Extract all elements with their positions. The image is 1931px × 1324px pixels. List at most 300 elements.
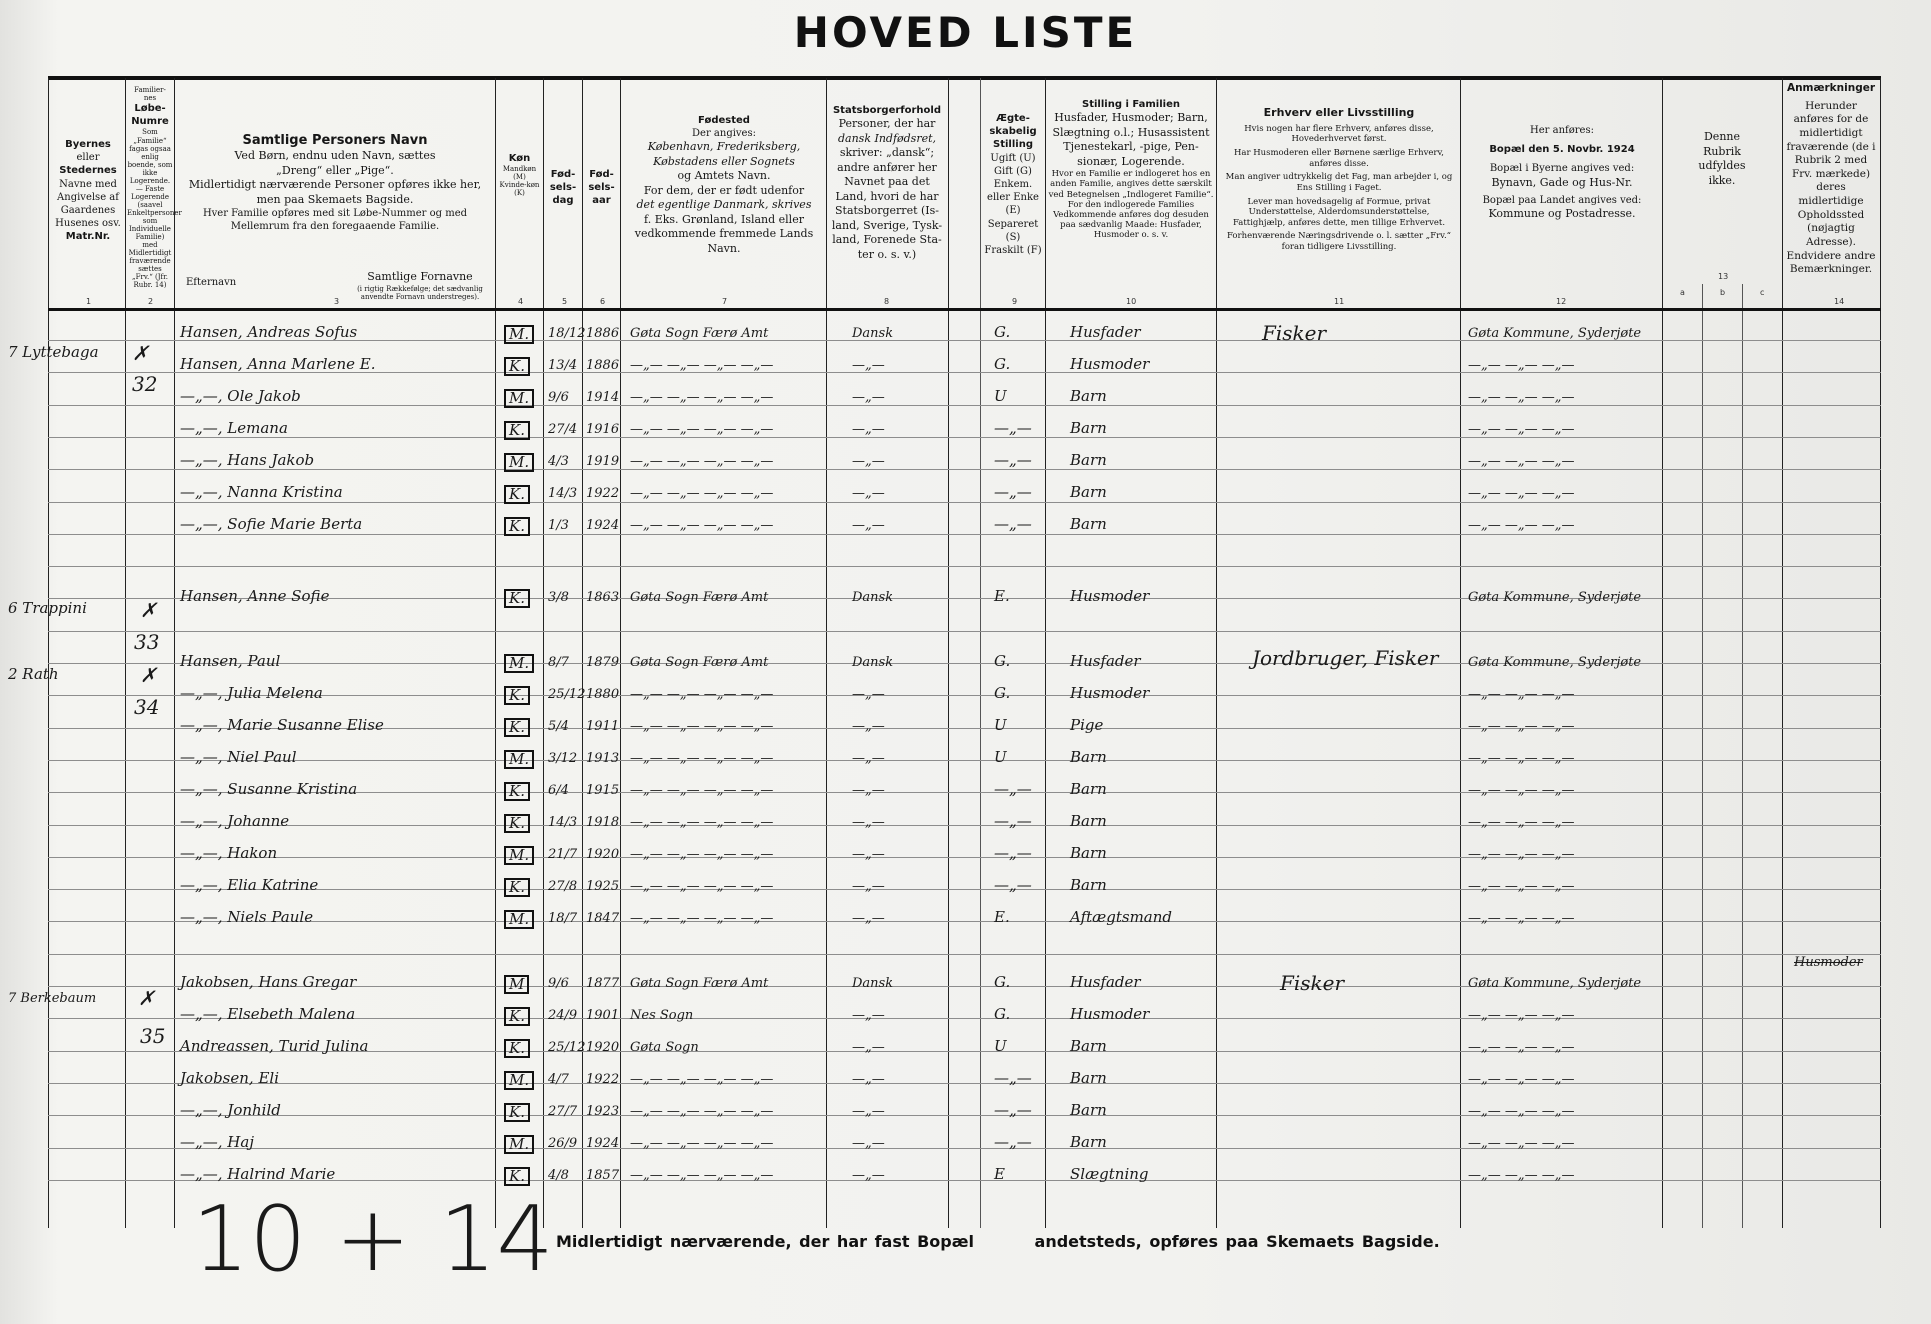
- birth-day: 14/3: [548, 815, 578, 830]
- family-role: Barn: [1070, 812, 1107, 830]
- person-sex: K.: [504, 1103, 530, 1122]
- birthplace: —„— —„— —„— —„—: [630, 518, 774, 533]
- birthplace: —„— —„— —„— —„—: [630, 1104, 774, 1119]
- birth-day: 26/9: [548, 1136, 578, 1151]
- birth-day: 9/6: [548, 390, 569, 405]
- birth-year: 1920: [586, 1040, 620, 1055]
- row-rule: [48, 1148, 1881, 1149]
- citizenship: —„—: [852, 719, 885, 734]
- family-role: Husmoder: [1070, 355, 1150, 373]
- birth-year: 1901: [586, 1008, 620, 1023]
- person-sex: K.: [504, 357, 530, 376]
- birth-year: 1911: [586, 719, 620, 734]
- citizenship: —„—: [852, 1136, 885, 1151]
- birth-year: 1913: [586, 751, 620, 766]
- col-number: 5: [562, 297, 568, 306]
- citizenship: —„—: [852, 1040, 885, 1055]
- family-role: Husfader: [1070, 323, 1141, 341]
- person-sex: K.: [504, 782, 530, 801]
- col-rule: [125, 78, 126, 1228]
- marital-status: —„—: [994, 419, 1032, 437]
- person-sex: M.: [504, 846, 534, 865]
- person-name: —„—, Julia Melena: [180, 684, 323, 702]
- family-role: Barn: [1070, 451, 1107, 469]
- person-name: Jakobsen, Hans Gregar: [180, 973, 357, 991]
- citizenship: —„—: [852, 1008, 885, 1023]
- entry-mark: ✗: [140, 663, 157, 687]
- col-rule: [620, 78, 621, 1228]
- person-sex: K.: [504, 589, 530, 608]
- birthplace: Nes Sogn: [630, 1008, 694, 1023]
- header-col14: Anmærkninger Herunder anføres for de midlertidigt fraværende (de i Rubrik 2 med Frv. mærkede) deres midlertidige Opholdssted (nøjagtig Adresse). Endvidere andre Bemærkninger.: [1786, 82, 1876, 276]
- birth-year: 1920: [586, 847, 620, 862]
- residence: —„— —„— —„—: [1468, 358, 1575, 373]
- marital-status: —„—: [994, 1133, 1032, 1151]
- person-name: —„—, Elsebeth Malena: [180, 1005, 356, 1023]
- col-rule: [1045, 78, 1046, 1228]
- col-number: 12: [1556, 297, 1567, 306]
- citizenship: —„—: [852, 422, 885, 437]
- residence: —„— —„— —„—: [1468, 1008, 1575, 1023]
- row-rule: [48, 954, 1881, 955]
- citizenship: —„—: [852, 390, 885, 405]
- citizenship: —„—: [852, 879, 885, 894]
- citizenship: Dansk: [852, 590, 894, 605]
- birth-day: 24/9: [548, 1008, 578, 1023]
- occupation: Fisker: [1280, 971, 1345, 995]
- citizenship: Dansk: [852, 655, 894, 670]
- person-name: —„—, Haj: [180, 1133, 254, 1151]
- birthplace: —„— —„— —„— —„—: [630, 454, 774, 469]
- birthplace: —„— —„— —„— —„—: [630, 390, 774, 405]
- person-sex: M.: [504, 750, 534, 769]
- family-role: Barn: [1070, 1133, 1107, 1151]
- family-role: Husmoder: [1070, 684, 1150, 702]
- header-col2: Familier- nes Løbe- Numre Som „Familie“ fagas ogsaa enlig boende, som ikke Logerende. — Faste Logerende (saavel Enkeltpersoner som Individuelle Familie) med Midlertidigt fraværende sættes „Frv.“ (Jfr. Rubr. 14): [127, 86, 182, 290]
- person-sex: K.: [504, 718, 530, 737]
- marital-status: —„—: [994, 1101, 1032, 1119]
- family-role: Aftægtsmand: [1070, 908, 1173, 926]
- residence: —„— —„— —„—: [1468, 422, 1575, 437]
- person-name: Hansen, Anne Sofie: [180, 587, 330, 605]
- residence: —„— —„— —„—: [1468, 1136, 1575, 1151]
- birthplace: Gøta Sogn: [630, 1040, 699, 1055]
- col-rule: [1702, 284, 1703, 1228]
- row-rule: [48, 760, 1881, 761]
- birth-year: 1919: [586, 454, 620, 469]
- col-rule: [174, 78, 175, 1228]
- person-sex: M.: [504, 325, 534, 344]
- person-sex: K.: [504, 1167, 530, 1186]
- person-name: —„—, Halrind Marie: [180, 1165, 336, 1183]
- person-sex: M.: [504, 654, 534, 673]
- col-rule: [48, 78, 49, 1228]
- person-sex: M.: [504, 453, 534, 472]
- residence: —„— —„— —„—: [1468, 1072, 1575, 1087]
- birth-day: 4/7: [548, 1072, 569, 1087]
- marital-status: U: [994, 748, 1007, 766]
- row-rule: [48, 631, 1881, 632]
- person-name: —„—, Ole Jakob: [180, 387, 301, 405]
- marital-status: U: [994, 1037, 1007, 1055]
- col-rule: [543, 78, 544, 1228]
- header-col4: Køn Mandkøn (M) Kvinde-køn (K): [499, 153, 540, 198]
- birth-year: 1863: [586, 590, 620, 605]
- family-role: Slægtning: [1070, 1165, 1149, 1183]
- birthplace: —„— —„— —„— —„—: [630, 687, 774, 702]
- birth-day: 6/4: [548, 783, 569, 798]
- birth-day: 5/4: [548, 719, 569, 734]
- page-title: HOVED LISTE: [793, 8, 1138, 57]
- family-role: Barn: [1070, 419, 1107, 437]
- marital-status: U: [994, 716, 1007, 734]
- marital-status: —„—: [994, 844, 1032, 862]
- marital-status: —„—: [994, 876, 1032, 894]
- birth-year: 1847: [586, 911, 620, 926]
- col13-number: 13: [1718, 272, 1729, 281]
- family-role: Pige: [1070, 716, 1104, 734]
- birthplace: Gøta Sogn Færø Amt: [630, 976, 769, 991]
- citizenship: —„—: [852, 911, 885, 926]
- person-name: Andreassen, Turid Julina: [180, 1037, 369, 1055]
- marital-status: G.: [994, 652, 1011, 670]
- residence: —„— —„— —„—: [1468, 815, 1575, 830]
- birth-year: 1925: [586, 879, 620, 894]
- col-number: 7: [722, 297, 728, 306]
- person-name: —„—, Susanne Kristina: [180, 780, 358, 798]
- person-name: —„—, Hans Jakob: [180, 451, 315, 469]
- birth-year: 1914: [586, 390, 620, 405]
- row-rule: [48, 437, 1881, 438]
- citizenship: —„—: [852, 751, 885, 766]
- marital-status: —„—: [994, 483, 1032, 501]
- residence: —„— —„— —„—: [1468, 454, 1575, 469]
- col13c-label: c: [1760, 288, 1765, 297]
- person-name: —„—, Elia Katrine: [180, 876, 319, 894]
- family-role: Barn: [1070, 876, 1107, 894]
- birth-day: 27/7: [548, 1104, 578, 1119]
- person-sex: K.: [504, 485, 530, 504]
- birth-year: 1922: [586, 486, 620, 501]
- entry-place: 2 Rath: [8, 665, 59, 683]
- family-role: Husfader: [1070, 973, 1141, 991]
- citizenship: —„—: [852, 1168, 885, 1183]
- col-rule: [1216, 78, 1217, 1228]
- header-divider: [48, 308, 1881, 311]
- birth-year: 1918: [586, 815, 620, 830]
- col-number: 1: [86, 297, 92, 306]
- col-rule: [582, 78, 583, 1228]
- marital-status: U: [994, 387, 1007, 405]
- col-rule: [1662, 78, 1663, 1228]
- citizenship: —„—: [852, 847, 885, 862]
- birthplace: Gøta Sogn Færø Amt: [630, 590, 769, 605]
- residence: Gøta Kommune, Syderjøte: [1468, 590, 1642, 605]
- entry-family-number: 35: [140, 1024, 166, 1048]
- birthplace: Gøta Sogn Færø Amt: [630, 326, 769, 341]
- citizenship: —„—: [852, 1072, 885, 1087]
- marital-status: —„—: [994, 780, 1032, 798]
- birth-day: 25/12: [548, 1040, 586, 1055]
- birth-year: 1915: [586, 783, 620, 798]
- citizenship: —„—: [852, 783, 885, 798]
- birth-day: 27/8: [548, 879, 578, 894]
- person-sex: M.: [504, 1071, 534, 1090]
- family-role: Barn: [1070, 515, 1107, 533]
- birth-day: 18/12: [548, 326, 586, 341]
- birth-day: 21/7: [548, 847, 578, 862]
- col13b-label: b: [1720, 288, 1726, 297]
- family-role: Barn: [1070, 1069, 1107, 1087]
- birthplace: —„— —„— —„— —„—: [630, 911, 774, 926]
- col-rule: [826, 78, 827, 1228]
- marital-status: —„—: [994, 515, 1032, 533]
- marital-status: G.: [994, 684, 1011, 702]
- birthplace: —„— —„— —„— —„—: [630, 719, 774, 734]
- birth-day: 25/12: [548, 687, 586, 702]
- header-col6: Fød- sels- aar: [588, 169, 615, 207]
- header-col1: Byernes eller Stedernes Navne med Angivelse af Gaardenes Husenes osv. Matr.Nr.: [55, 139, 121, 243]
- marital-status: E.: [994, 908, 1010, 926]
- citizenship: Dansk: [852, 976, 894, 991]
- birth-year: 1877: [586, 976, 620, 991]
- birth-day: 13/4: [548, 358, 578, 373]
- birth-year: 1879: [586, 655, 620, 670]
- row-rule: [48, 534, 1881, 535]
- birth-day: 1/3: [548, 518, 569, 533]
- col-number: 9: [1012, 297, 1018, 306]
- marital-status: —„—: [994, 451, 1032, 469]
- birthplace: —„— —„— —„— —„—: [630, 783, 774, 798]
- entry-mark: ✗: [138, 986, 155, 1010]
- residence: —„— —„— —„—: [1468, 751, 1575, 766]
- header-col3-surname: Efternavn: [186, 277, 237, 288]
- birthplace: —„— —„— —„— —„—: [630, 1168, 774, 1183]
- entry-family-number: 32: [132, 372, 158, 396]
- birth-year: 1857: [586, 1168, 620, 1183]
- col-number: 10: [1126, 297, 1137, 306]
- family-role: Barn: [1070, 748, 1107, 766]
- citizenship: —„—: [852, 486, 885, 501]
- residence: Gøta Kommune, Syderjøte: [1468, 655, 1642, 670]
- header-col9: Ægte- skabelig Stilling Ugift (U) Gift (G) Enkem. eller Enke (E) Separeret (S) Fraskilt (F): [984, 113, 1042, 256]
- residence: —„— —„— —„—: [1468, 879, 1575, 894]
- birth-year: 1924: [586, 518, 620, 533]
- person-sex: K.: [504, 814, 530, 833]
- family-role: Barn: [1070, 483, 1107, 501]
- person-name: —„—, Johanne: [180, 812, 290, 830]
- person-sex: K.: [504, 421, 530, 440]
- marital-status: E: [994, 1165, 1005, 1183]
- header-col3: Samtlige Personers Navn Ved Børn, endnu uden Navn, sættes „Dreng“ eller „Pige“. Midlertidigt nærværende Personer opføres ikke her, men paa Skemaets Bagside. Hver Familie opføres med sit Løbe-Nummer og med Mellemrum fra den foregaaende Familie.: [188, 133, 482, 233]
- birthplace: —„— —„— —„— —„—: [630, 751, 774, 766]
- col-number: 11: [1334, 297, 1345, 306]
- residence: —„— —„— —„—: [1468, 390, 1575, 405]
- family-role: Barn: [1070, 780, 1107, 798]
- birthplace: —„— —„— —„— —„—: [630, 879, 774, 894]
- header-col12: Her anføres: Bopæl den 5. Novbr. 1924 Bopæl i Byerne angives ved: Bynavn, Gade og Hus-Nr. Bopæl paa Landet angives ved: Kommune og Postadresse.: [1482, 125, 1642, 221]
- row-rule: [48, 405, 1881, 406]
- person-name: Hansen, Anna Marlene E.: [180, 355, 376, 373]
- family-role: Barn: [1070, 1101, 1107, 1119]
- birth-day: 9/6: [548, 976, 569, 991]
- birthplace: —„— —„— —„— —„—: [630, 1072, 774, 1087]
- header-col13: Denne Rubrik udfyldes ikke.: [1698, 130, 1746, 187]
- person-sex: M.: [504, 1135, 534, 1154]
- family-role: Husmoder: [1070, 587, 1150, 605]
- family-role: Husmoder: [1070, 1005, 1150, 1023]
- residence: —„— —„— —„—: [1468, 719, 1575, 734]
- birth-day: 27/4: [548, 422, 578, 437]
- citizenship: —„—: [852, 358, 885, 373]
- col-number: 8: [884, 297, 890, 306]
- col-number: 6: [600, 297, 606, 306]
- entry-place: 7 Berkebaum: [8, 991, 97, 1006]
- header-col8: Statsborgerforhold Personer, der har dansk Indfødsret, skriver: „dansk“; andre anfører her Navnet paa det Land, hvori de har Statsborgerret (Is- land, Sverige, Tysk- land, Forenede Sta- ter o. s. v.): [831, 105, 943, 261]
- birth-day: 4/8: [548, 1168, 569, 1183]
- col-rule: [948, 78, 949, 1228]
- title-rule: [48, 76, 1881, 80]
- person-name: —„—, Niel Paul: [180, 748, 297, 766]
- remark: Husmoder: [1794, 955, 1863, 970]
- citizenship: —„—: [852, 1104, 885, 1119]
- header-col10: Stilling i Familien Husfader, Husmoder; Barn, Slægtning o.l.; Husassistent Tjenestekarl, -pige, Pen- sionær, Logerende. Hvor en Familie er indlogeret hos en anden Familie, angives dette særskilt ved Betegnelsen „Indlogeret Familie“. For den indlogerede Families Vedkommende anføres dog desuden paa sædvanlig Maade: Husfader, Husmoder o. s. v.: [1048, 99, 1214, 241]
- person-sex: M.: [504, 910, 534, 929]
- residence: —„— —„— —„—: [1468, 486, 1575, 501]
- person-name: —„—, Marie Susanne Elise: [180, 716, 384, 734]
- birthplace: —„— —„— —„— —„—: [630, 815, 774, 830]
- marital-status: E.: [994, 587, 1010, 605]
- residence: —„— —„— —„—: [1468, 687, 1575, 702]
- marital-status: —„—: [994, 1069, 1032, 1087]
- row-rule: [48, 469, 1881, 470]
- col-rule: [1460, 78, 1461, 1228]
- birthplace: —„— —„— —„— —„—: [630, 1136, 774, 1151]
- entry-place: 7 Lyttebaga: [8, 343, 99, 361]
- entry-family-number: 33: [134, 630, 160, 654]
- citizenship: —„—: [852, 687, 885, 702]
- birth-day: 3/8: [548, 590, 569, 605]
- col-rule: [980, 78, 981, 1228]
- person-name: —„—, Sofie Marie Berta: [180, 515, 363, 533]
- birthplace: —„— —„— —„— —„—: [630, 422, 774, 437]
- birthplace: —„— —„— —„— —„—: [630, 358, 774, 373]
- birth-day: 18/7: [548, 911, 578, 926]
- person-name: —„—, Niels Paule: [180, 908, 314, 926]
- birth-day: 3/12: [548, 751, 578, 766]
- col-rule: [1782, 78, 1783, 1228]
- row-rule: [48, 1115, 1881, 1116]
- birth-year: 1880: [586, 687, 620, 702]
- header-col11: Erhverv eller Livsstilling Hvis nogen har flere Erhverv, anføres disse, Hovederhvervet først. Har Husmoderen eller Børnene særlige Erhverv, anføres disse. Man angiver udtrykkelig det Fag, man arbejder i, og Ens Stilling i Faget. Lever man hovedsagelig af Formue, privat Understøttelse, Alderdomsunderstøttelse, Fattighjælp, anføres dette, men tillige Erhvervet. Forhenværende Næringsdrivende o. l. sætter „Frv.“ foran tidligere Livsstilling.: [1225, 106, 1453, 252]
- residence: Gøta Kommune, Syderjøte: [1468, 326, 1642, 341]
- row-rule: [48, 889, 1881, 890]
- row-rule: [48, 921, 1881, 922]
- header-col3-forenames: Samtlige Fornavne (i rigtig Rækkefølge; det sædvanlig anvendte Fornavn understreges).: [357, 270, 483, 301]
- occupation: Jordbruger, Fisker: [1252, 646, 1439, 670]
- person-name: —„—, Lemana: [180, 419, 288, 437]
- col13a-label: a: [1680, 288, 1685, 297]
- person-name: —„—, Nanna Kristina: [180, 483, 343, 501]
- citizenship: —„—: [852, 454, 885, 469]
- birth-year: 1924: [586, 1136, 620, 1151]
- birthplace: —„— —„— —„— —„—: [630, 847, 774, 862]
- person-name: Hansen, Andreas Sofus: [180, 323, 358, 341]
- person-sex: K.: [504, 1007, 530, 1026]
- col-rule: [1880, 78, 1881, 1228]
- col-rule: [495, 78, 496, 1228]
- birth-year: 1916: [586, 422, 620, 437]
- entry-place: 6 Trappini: [8, 599, 87, 617]
- birthplace: Gøta Sogn Færø Amt: [630, 655, 769, 670]
- family-role: Barn: [1070, 1037, 1107, 1055]
- person-sex: K.: [504, 878, 530, 897]
- col-number: 14: [1834, 297, 1845, 306]
- marital-status: G.: [994, 973, 1011, 991]
- person-sex: K.: [504, 686, 530, 705]
- row-rule: [48, 566, 1881, 567]
- residence: —„— —„— —„—: [1468, 1040, 1575, 1055]
- col-number: 3: [334, 297, 340, 306]
- person-sex: M.: [504, 389, 534, 408]
- marital-status: G.: [994, 323, 1011, 341]
- entry-family-number: 34: [134, 695, 160, 719]
- entry-mark: ✗: [132, 341, 149, 365]
- residence: —„— —„— —„—: [1468, 1104, 1575, 1119]
- citizenship: Dansk: [852, 326, 894, 341]
- citizenship: —„—: [852, 815, 885, 830]
- birth-year: 1886: [586, 326, 620, 341]
- tally-total: 10 + 14: [192, 1187, 554, 1292]
- residence: —„— —„— —„—: [1468, 847, 1575, 862]
- col-number: 2: [148, 297, 154, 306]
- residence: —„— —„— —„—: [1468, 783, 1575, 798]
- residence: —„— —„— —„—: [1468, 1168, 1575, 1183]
- family-role: Barn: [1070, 844, 1107, 862]
- person-name: —„—, Jonhild: [180, 1101, 281, 1119]
- birth-day: 14/3: [548, 486, 578, 501]
- header-col7: Fødested Der angives: København, Frederiksberg, Købstadens eller Sognets og Amtets Navn. For dem, der er født udenfor det egentlige Danmark, skrives f. Eks. Grønland, Island eller vedkommende fremmede Lands Navn.: [634, 115, 814, 255]
- col-number: 4: [518, 297, 524, 306]
- family-role: Barn: [1070, 387, 1107, 405]
- row-rule: [48, 857, 1881, 858]
- birth-year: 1923: [586, 1104, 620, 1119]
- person-name: Hansen, Paul: [180, 652, 281, 670]
- birth-day: 8/7: [548, 655, 569, 670]
- birth-day: 4/3: [548, 454, 569, 469]
- marital-status: —„—: [994, 812, 1032, 830]
- family-role: Husfader: [1070, 652, 1141, 670]
- citizenship: —„—: [852, 518, 885, 533]
- occupation: Fisker: [1262, 321, 1327, 345]
- row-rule: [48, 825, 1881, 826]
- row-rule: [48, 1083, 1881, 1084]
- entry-mark: ✗: [140, 598, 157, 622]
- marital-status: G.: [994, 355, 1011, 373]
- birth-year: 1886: [586, 358, 620, 373]
- row-rule: [48, 695, 1881, 696]
- col-rule: [1742, 284, 1743, 1228]
- birth-year: 1922: [586, 1072, 620, 1087]
- person-name: Jakobsen, Eli: [180, 1069, 279, 1087]
- residence: —„— —„— —„—: [1468, 911, 1575, 926]
- person-sex: M: [504, 975, 529, 994]
- marital-status: G.: [994, 1005, 1011, 1023]
- header-col5: Fød- sels- dag: [549, 169, 577, 207]
- residence: Gøta Kommune, Syderjøte: [1468, 976, 1642, 991]
- residence: —„— —„— —„—: [1468, 518, 1575, 533]
- person-sex: K.: [504, 1039, 530, 1058]
